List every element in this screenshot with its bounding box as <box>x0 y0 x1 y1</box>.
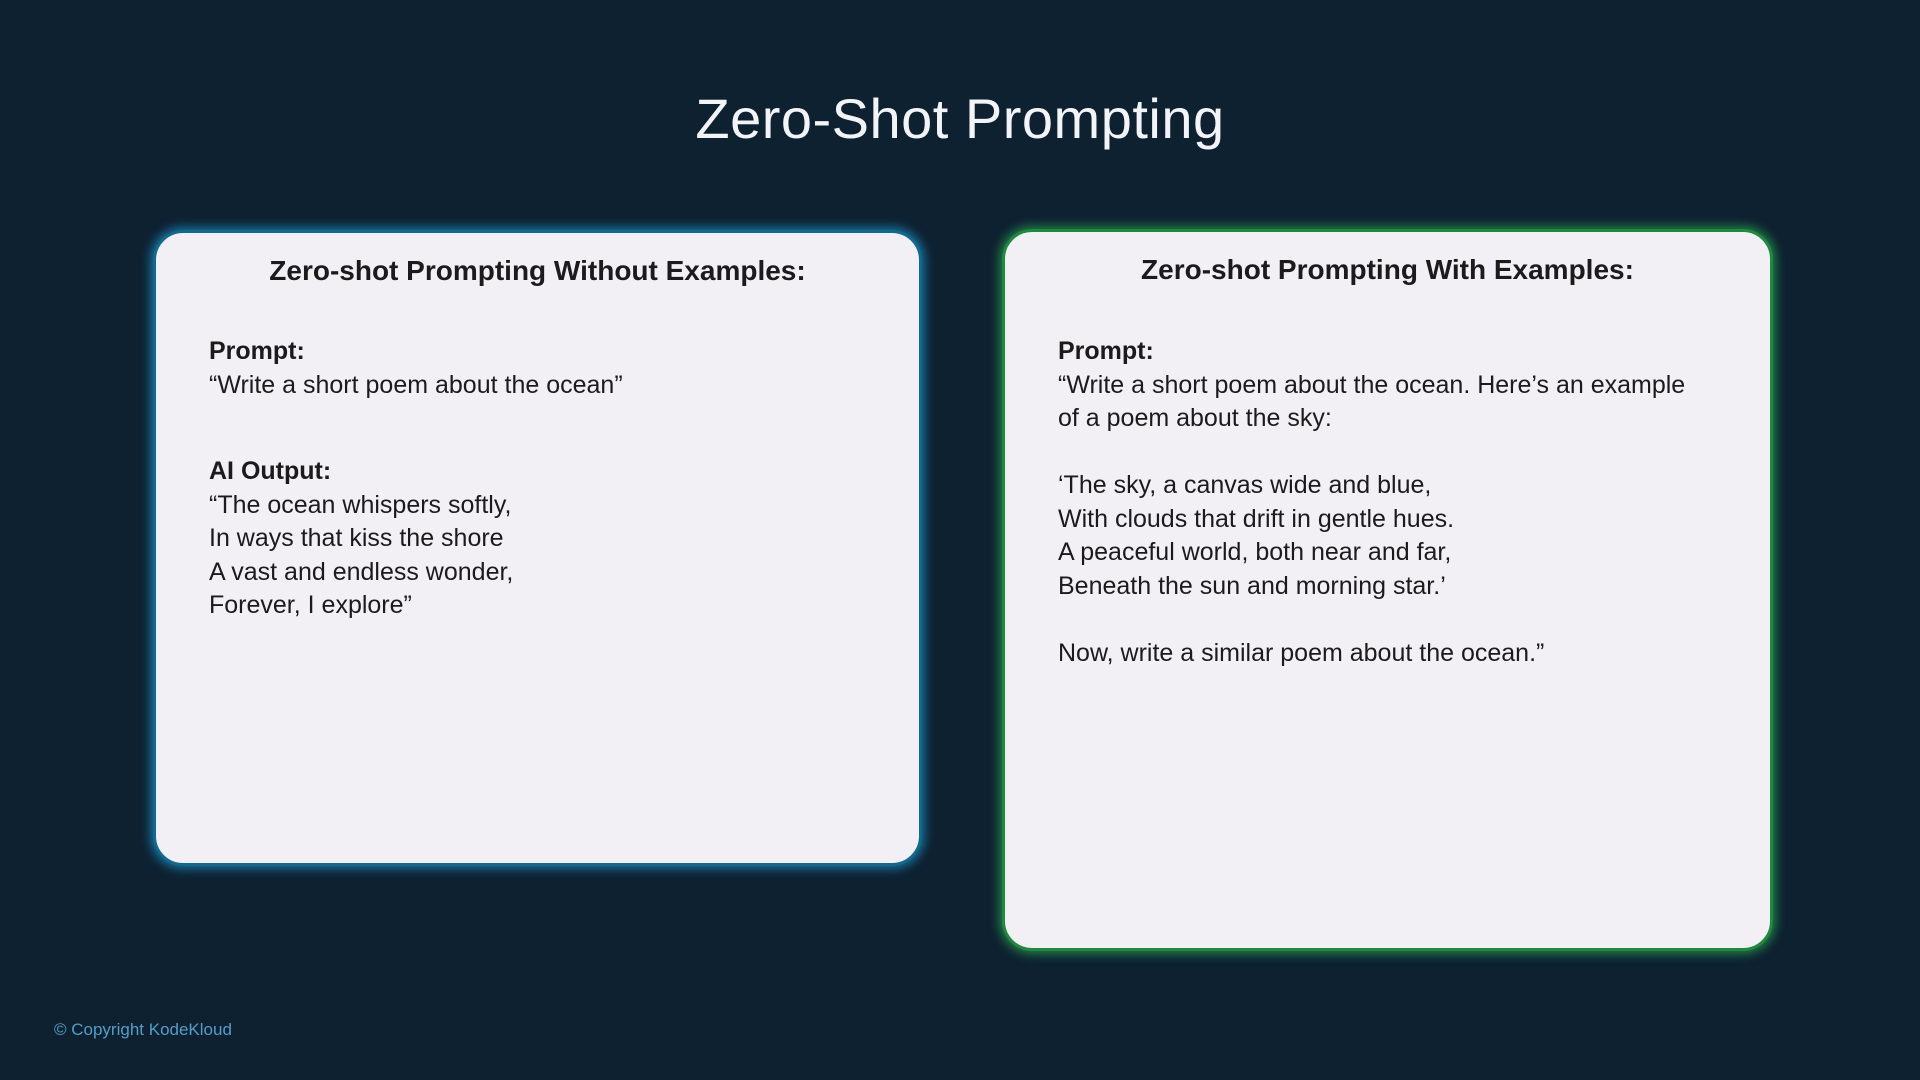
prompt-block <box>209 335 879 402</box>
card-heading-with-examples: Zero-shot Prompting With Examples: <box>1141 254 1634 285</box>
card-with-examples <box>1002 229 1773 951</box>
ai-output-line: A vast and endless wonder, <box>209 557 514 586</box>
ai-output-block <box>209 455 879 623</box>
spacer <box>1058 436 1730 470</box>
spacer <box>1058 603 1730 637</box>
ai-output-line: Forever, I explore” <box>209 591 412 619</box>
example-poem-line: Beneath the sun and morning star.’ <box>1058 571 1446 600</box>
copyright-notice: © Copyright KodeKloud <box>54 1020 232 1039</box>
example-poem-line: With clouds that drift in gentle hues. <box>1058 504 1455 533</box>
ai-output-line: “The ocean whispers softly, <box>209 490 512 519</box>
example-poem-line: A peaceful world, both near and far, <box>1058 538 1452 566</box>
ai-output-label: AI Output: <box>209 457 332 485</box>
slide-title: Zero-Shot Prompting <box>695 87 1225 150</box>
prompt-text: “Write a short poem about the ocean” <box>209 370 623 399</box>
prompt-block-with-example <box>1058 335 1730 670</box>
card-heading-without-examples: Zero-shot Prompting Without Examples: <box>269 255 806 286</box>
prompt-line: “Write a short poem about the ocean. Here’s an example <box>1058 370 1686 399</box>
example-poem-line: ‘The sky, a canvas wide and blue, <box>1058 471 1432 499</box>
ai-output-line: In ways that kiss the shore <box>209 524 504 552</box>
prompt-line: of a poem about the sky: <box>1058 404 1332 432</box>
closing-instruction: Now, write a similar poem about the ocean.” <box>1058 638 1545 667</box>
card-without-examples <box>153 230 922 866</box>
prompt-label: Prompt: <box>209 337 305 365</box>
prompt-label: Prompt: <box>1058 337 1154 365</box>
